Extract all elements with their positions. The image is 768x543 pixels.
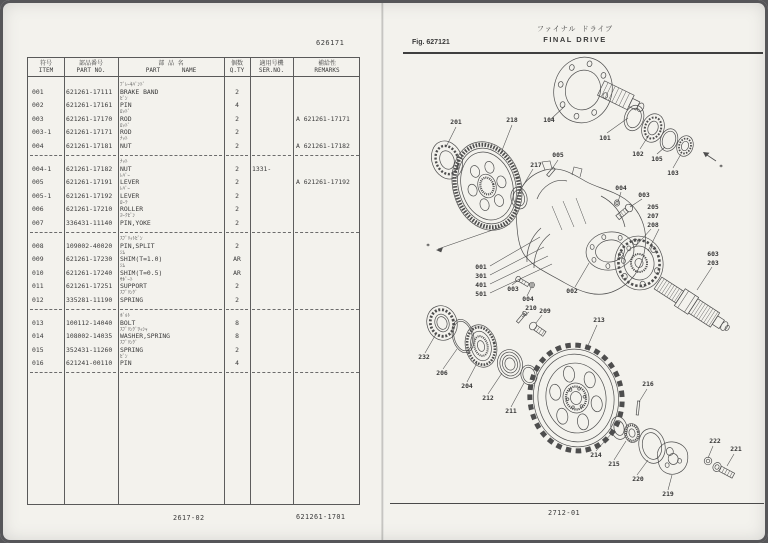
part-name-en: PIN [120,101,132,110]
cell-qty: 2 [235,114,239,123]
part-name-kana: ﾚﾊﾞｰ [120,186,131,193]
cell-part-no: 621261-17170 [66,114,113,123]
part-name-kana: ﾖｰｸﾋﾟﾝ [120,213,136,220]
callout-214: 214 [590,451,602,459]
cell-part-no: 621261-17181 [66,141,113,150]
callout-102: 102 [632,150,644,158]
column-rule [64,58,65,504]
cell-part-name [118,83,224,96]
cell-item-no: 003 [32,114,44,123]
callout-207: 207 [647,212,659,220]
cell-part-no: 621261-17230 [66,255,113,264]
cell-remarks: A 621261-17182 [296,141,350,150]
table-row [28,186,359,200]
part-name-kana: ﾛｯﾄﾞ [120,122,131,129]
dashed-separator [28,227,359,236]
part-name-kana: ｽﾌﾟﾘﾝｸﾞﾜｯｼｬ [120,326,148,333]
cell-qty: 2 [235,128,239,137]
cell-qty: 2 [235,87,239,96]
callout-501: 501 [475,290,487,298]
cell-qty: 8 [235,318,239,327]
table-row [28,159,359,173]
footnote-star-left: * [426,242,430,250]
table-row [28,250,359,264]
reference-arrow-right [703,152,716,161]
header-ser-no: 適用号機 SER.NO. [258,60,285,74]
table-row [28,109,359,123]
cell-qty: 2 [235,345,239,354]
part-name-en: SHIM(T=0.5) [120,268,163,277]
bolt-003-top-drawing [615,203,634,221]
callout-301: 301 [475,272,487,280]
table-row [28,354,359,377]
table-row [28,213,359,236]
part-name-kana: ｼﾑ [120,263,126,270]
table-header-row [28,58,359,77]
part-name-en: SUPPORT [120,282,147,291]
part-name-en: LEVER [120,178,140,187]
cell-part-no: 621261-17192 [66,191,113,200]
callout-105: 105 [651,155,663,163]
cell-qty: 4 [235,359,239,368]
part-name-en: ROD [120,114,132,123]
part-name-kana: ﾚﾊﾞｰ [120,172,131,179]
bearing-201-drawing [426,137,468,184]
part-name-kana: ﾎﾞﾙﾄ [120,313,131,319]
part-name-kana: ﾅｯﾄ [120,159,128,166]
callout-003-lower: 003 [507,285,519,293]
pin-216-drawing [636,401,640,415]
part-name-en: LEVER [120,191,140,200]
callout-004-top: 004 [615,184,627,192]
header-qty: 個数 Q.TY [229,60,245,74]
screw-210-drawing [516,311,528,324]
parts-table [27,57,360,505]
axle-shaft-603-203-drawing [653,275,735,338]
cell-item-no: 015 [32,345,44,354]
title-japanese: ファイナル ドライブ [536,25,614,33]
cell-item-no: 010 [32,268,44,277]
cell-part-no: 621261-17191 [66,178,113,187]
part-name-en: WASHER,SPRING [120,332,171,341]
cell-part-name [118,328,224,341]
callout-219: 219 [662,490,674,498]
cell-part-no: 621261-17182 [66,164,113,173]
part-name-kana: ｻﾎﾟｰﾄ [120,276,133,283]
bearing-103-drawing [674,134,696,159]
cell-qty: 8 [235,332,239,341]
callout-221: 221 [730,445,742,453]
bearing-102-drawing [638,111,668,145]
cell-part-name [118,341,224,354]
cover-219-drawing [655,439,690,476]
cell-part-no: 108002-14035 [66,332,113,341]
callout-204: 204 [461,382,473,390]
part-name-en: SPRING [120,295,144,304]
cell-qty: 2 [235,205,239,214]
final-drive-exploded-diagram [385,0,764,543]
cell-part-no: 621261-17240 [66,268,113,277]
table-row [28,82,359,96]
cell-part-no: 621261-17111 [66,87,113,96]
callout-205: 205 [647,203,659,211]
doc-number: 626171 [316,39,345,47]
cell-remarks: A 621261-17171 [296,114,350,123]
cell-qty: AR [233,255,241,264]
cell-item-no: 007 [32,218,44,227]
page-gutter [381,3,384,540]
callout-217: 217 [530,161,542,169]
cell-qty: 2 [235,218,239,227]
part-name-en: BOLT [120,318,136,327]
cell-item-no: 004 [32,141,44,150]
cell-qty: AR [233,268,241,277]
cell-part-no: 621261-17171 [66,128,113,137]
cell-qty: 2 [235,282,239,291]
cell-part-name [118,187,224,200]
table-row [28,173,359,187]
callout-222: 222 [709,437,721,445]
page-footer-group: 621261-1701 [296,513,346,521]
cell-part-name [118,174,224,187]
cell-part-no: 335281-11190 [66,295,113,304]
hub-204-drawing [461,321,501,370]
part-name-en: SPRING [120,345,144,354]
cell-qty: 4 [235,101,239,110]
table-row [28,236,359,250]
callout-232: 232 [418,353,430,361]
part-name-kana: ﾌﾞﾚｰｷﾊﾞﾝﾄﾞ [120,82,146,89]
callout-005: 005 [552,151,564,159]
header-item: 符号 ITEM [38,60,54,74]
table-body [28,77,359,376]
cell-part-name [118,110,224,123]
table-row [28,327,359,341]
callout-220: 220 [632,475,644,483]
part-name-en: BRAKE BAND [120,87,159,96]
cell-item-no: 009 [32,255,44,264]
callout-104: 104 [543,116,555,124]
column-rule [224,58,225,504]
gear-215-drawing [623,422,642,444]
ring-gear-218-drawing [442,133,532,238]
hub-flange-104-drawing [547,51,647,129]
table-row [28,123,359,137]
dashed-separator [28,367,359,376]
cell-part-no: 100112-14040 [66,318,113,327]
callout-603: 603 [707,250,719,258]
table-row [28,277,359,291]
cell-part-name [118,97,224,110]
part-name-kana: ﾋﾟﾝ [120,353,128,360]
cell-qty: 2 [235,241,239,250]
part-name-en: SHIM(T=1.0) [120,255,163,264]
header-part-no: 部品番号 PART NO. [76,60,106,74]
callout-211: 211 [505,407,517,415]
cell-part-name [118,237,224,250]
cell-part-name [118,214,224,227]
part-name-kana: ｽﾌﾟﾘﾝｸﾞ [120,340,138,347]
column-rule [250,58,251,504]
part-name-en: NUT [120,141,132,150]
cell-item-no: 011 [32,282,44,291]
table-row [28,263,359,277]
cell-part-name [118,124,224,137]
cell-item-no: 002 [32,101,44,110]
callout-206: 206 [436,369,448,377]
callout-002: 002 [566,287,578,295]
part-name-en: ROD [120,128,132,137]
table-row [28,290,359,313]
cell-item-no: 005-1 [32,191,52,200]
cell-part-name [118,314,224,327]
cell-item-no: 004-1 [32,164,52,173]
part-name-kana: ﾋﾟﾝ [120,95,128,102]
cell-part-name [118,291,224,304]
leader-lines [425,106,734,490]
part-name-en: PIN,SPLIT [120,241,155,250]
cell-item-no: 003-1 [32,128,52,137]
callout-208: 208 [647,221,659,229]
column-rule [118,58,119,504]
page-footer-code: 2712-01 [548,509,581,517]
callout-401: 401 [475,281,487,289]
cell-part-no: 336431-11140 [66,218,113,227]
disc-pack-drawing [611,232,668,294]
callout-212: 212 [482,394,494,402]
cell-part-no: 352431-11260 [66,345,113,354]
header-remarks: 補給性 REMARKS [314,60,340,74]
cell-qty: 2 [235,164,239,173]
header-part-name: 部 品 名 PART NAME [145,60,197,74]
cell-item-no: 016 [32,359,44,368]
bearing-232-drawing [422,302,461,345]
table-row [28,200,359,214]
callout-209: 209 [539,307,551,315]
part-name-kana: ﾛｯﾄﾞ [120,109,131,116]
cell-item-no: 005 [32,178,44,187]
callout-001: 001 [475,263,487,271]
part-name-kana: ﾛｰﾗ [120,199,128,206]
cell-part-name [118,251,224,264]
cell-part-name [118,264,224,277]
cell-part-no: 621261-17251 [66,282,113,291]
cell-item-no: 006 [32,205,44,214]
nut-004-lower-drawing [530,282,535,288]
cell-part-name [118,137,224,150]
callout-101: 101 [599,134,611,142]
part-name-en: PIN [120,359,132,368]
table-row [28,136,359,159]
part-name-en: NUT [120,164,132,173]
callout-003-top: 003 [638,191,650,199]
dashed-separator [28,150,359,159]
cell-item-no: 008 [32,241,44,250]
callout-203: 203 [707,259,719,267]
callout-218: 218 [506,116,518,124]
cell-remarks: A 621261-17192 [296,178,350,187]
title-english: FINAL DRIVE [543,35,607,44]
cell-item-no: 001 [32,87,44,96]
part-name-kana: ﾅｯﾄ [120,136,128,143]
part-name-kana: ｼﾑ [120,249,126,256]
callout-103: 103 [667,169,679,177]
cell-part-name [118,201,224,214]
page-footer-code: 2617-02 [173,514,205,522]
cell-qty: 2 [235,178,239,187]
callout-004-lower: 004 [522,295,534,303]
cell-part-no: 109002-40020 [66,241,113,250]
cell-part-no: 621241-00110 [66,359,113,368]
cell-item-no: 014 [32,332,44,341]
washer-222-drawing [704,457,712,465]
footnote-star-right: * [719,163,723,171]
cell-qty: 2 [235,295,239,304]
figure-number: Fig. 627121 [412,39,450,46]
part-name-en: PIN,YOKE [120,218,151,227]
cell-part-no: 621261-17161 [66,101,113,110]
cell-item-no: 013 [32,318,44,327]
cell-qty: 2 [235,141,239,150]
cell-part-no: 621261-17210 [66,205,113,214]
cell-part-name [118,355,224,368]
part-name-kana: ｽﾌﾟﾘﾝｸﾞ [120,290,138,297]
table-row [28,340,359,354]
table-row [28,313,359,327]
ring-101-drawing [621,103,647,134]
callout-210: 210 [525,304,537,312]
callout-201: 201 [450,118,462,126]
dashed-separator [28,304,359,313]
cell-part-name [118,160,224,173]
sprocket-213-drawing [523,339,629,457]
cell-part-name [118,278,224,291]
callout-216: 216 [642,380,654,388]
column-rule [293,58,294,504]
cell-qty: 2 [235,191,239,200]
table-row [28,96,359,110]
cell-item-no: 012 [32,295,44,304]
part-name-kana: ｽﾌﾟﾘｯﾄﾋﾟﾝ [120,236,143,243]
cell-ser-no: 1331- [252,164,272,173]
part-name-en: ROLLER [120,205,144,214]
callout-213: 213 [593,316,605,324]
bolt-221-drawing [711,461,735,480]
callout-215: 215 [608,460,620,468]
nut-004-top-drawing [614,200,619,206]
bolt-209-drawing [528,321,547,338]
gasket-220-drawing [636,426,669,466]
